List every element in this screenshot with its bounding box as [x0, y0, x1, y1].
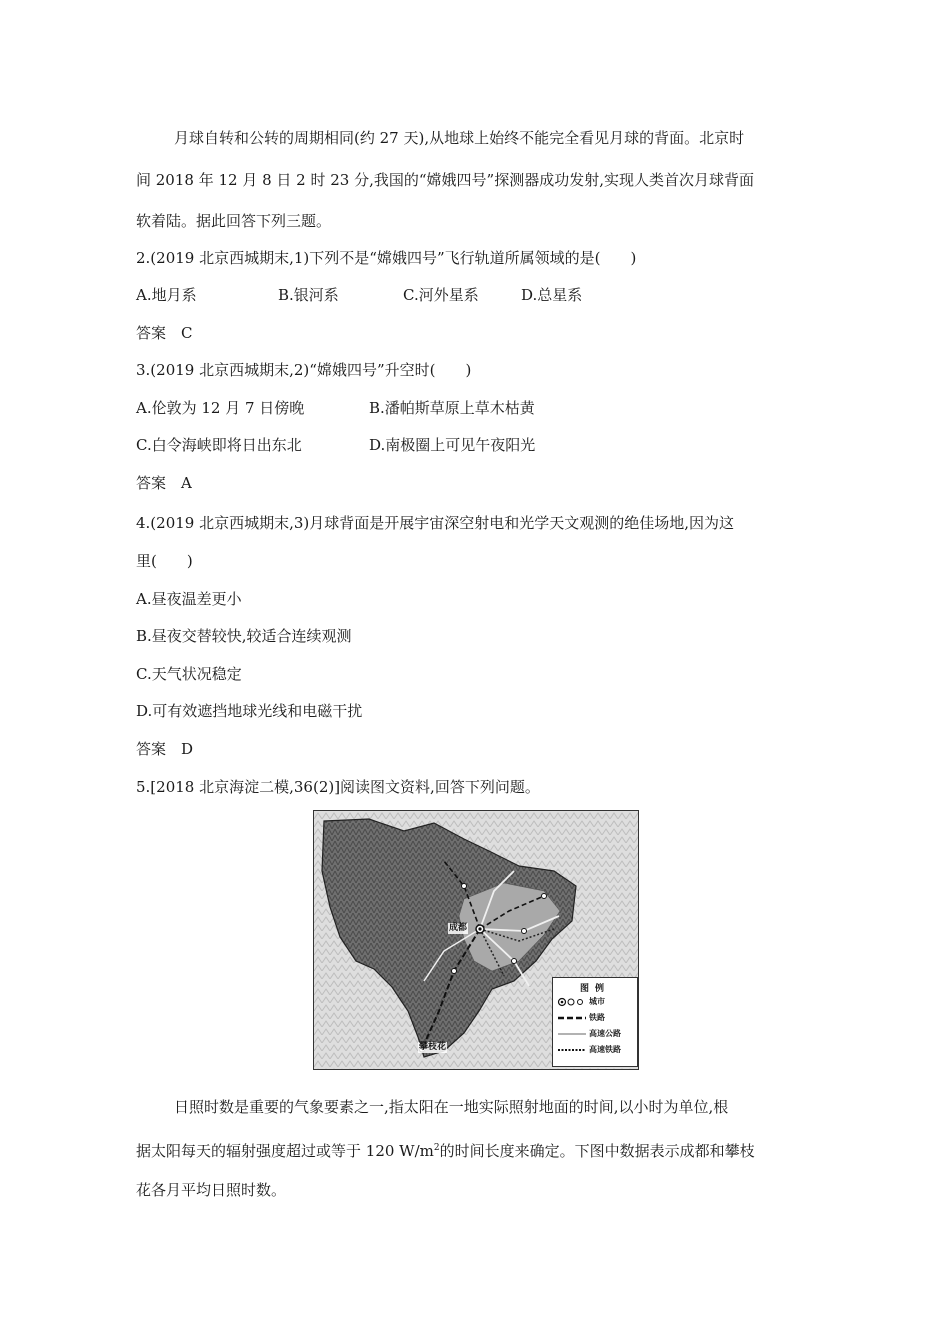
q3-stem: 3.(2019 北京西城期末,2)“嫦娥四号”升空时( ) — [136, 361, 472, 379]
legend-railway-label: 铁路 — [589, 1013, 605, 1022]
legend-row-hsr — [557, 1044, 637, 1056]
legend-row-railway — [557, 1012, 637, 1024]
legend-expressway-label: 高速公路 — [589, 1029, 621, 1038]
q3-option-b: B.潘帕斯草原上草木枯黄 — [369, 399, 535, 417]
legend-row-city — [557, 996, 637, 1008]
para-line-1: 日照时数是重要的气象要素之一,指太阳在一地实际照射地面的时间,以小时为单位,根 — [174, 1098, 729, 1116]
q3-option-d: D.南极圈上可见午夜阳光 — [369, 436, 536, 454]
q3-option-a: A.伦敦为 12 月 7 日傍晚 — [136, 399, 305, 417]
city-symbol-icon — [557, 996, 587, 1008]
city-label-panzhihua: 攀枝花 — [419, 1042, 447, 1052]
q2-option-d: D.总星系 — [521, 286, 583, 304]
legend-city-label: 城市 — [589, 997, 605, 1006]
map-legend — [552, 977, 638, 1067]
para-superscript: 2 — [433, 1143, 440, 1153]
para-line-2b: 的时间长度来确定。下图中数据表示成都和攀枝 — [439, 1142, 755, 1160]
para-line-2 — [136, 1138, 755, 1161]
q4-option-b: B.昼夜交替较快,较适合连续观测 — [136, 627, 352, 645]
q2-option-b: B.银河系 — [278, 286, 339, 304]
intro-line-2: 间 2018 年 12 月 8 日 2 时 23 分,我国的“嫦娥四号”探测器成功发射,实现人类首次月球背面 — [136, 171, 754, 189]
q3-option-c: C.白令海峡即将日出东北 — [136, 436, 302, 454]
q2-option-a: A.地月系 — [136, 286, 197, 304]
q3-answer: 答案 A — [136, 474, 192, 492]
q2-answer: 答案 C — [136, 324, 193, 342]
railway-symbol-icon — [557, 1012, 587, 1024]
q4-answer: 答案 D — [136, 740, 194, 758]
sichuan-relief-map — [313, 810, 639, 1070]
q4-stem-line-1: 4.(2019 北京西城期末,3)月球背面是开展宇宙深空射电和光学天文观测的绝佳场地,因为这 — [136, 514, 735, 532]
q2-stem: 2.(2019 北京西城期末,1)下列不是“嫦娥四号”飞行轨道所属领域的是( ) — [136, 249, 637, 267]
legend-row-expressway — [557, 1028, 637, 1040]
intro-line-3: 软着陆。据此回答下列三题。 — [136, 212, 332, 230]
para-line-3: 花各月平均日照时数。 — [136, 1181, 287, 1199]
expressway-symbol-icon — [557, 1028, 587, 1040]
q4-option-a: A.昼夜温差更小 — [136, 590, 242, 608]
legend-title: 图例 — [579, 984, 610, 994]
intro-line-1: 月球自转和公转的周期相同(约 27 天),从地球上始终不能完全看见月球的背面。北京时 — [174, 129, 745, 147]
legend-hsr-label: 高速铁路 — [589, 1045, 621, 1054]
q2-option-c: C.河外星系 — [403, 286, 479, 304]
q4-stem-line-2: 里( ) — [136, 552, 193, 570]
q4-option-c: C.天气状况稳定 — [136, 665, 242, 683]
hsr-symbol-icon — [557, 1044, 587, 1056]
q5-stem: 5.[2018 北京海淀二模,36(2)]阅读图文资料,回答下列问题。 — [136, 778, 540, 796]
para-line-2a: 据太阳每天的辐射强度超过或等于 120 W/m — [136, 1142, 434, 1160]
q4-option-d: D.可有效遮挡地球光线和电磁干扰 — [136, 702, 363, 720]
city-label-chengdu: 成都 — [449, 923, 468, 933]
